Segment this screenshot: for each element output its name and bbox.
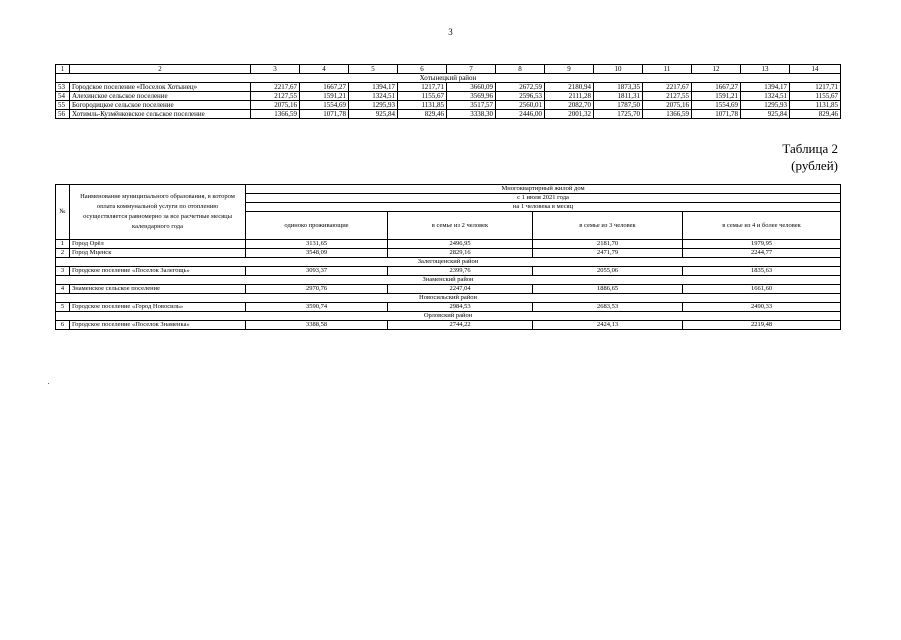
value-cell: 2001,32 (545, 110, 594, 119)
header-no: № (56, 185, 70, 240)
header-cell: 5 (349, 65, 398, 74)
value-cell: 2744,22 (388, 321, 533, 330)
row-number: 1 (56, 240, 70, 249)
value-cell: 1366,59 (643, 110, 692, 119)
value-cell: 2424,13 (533, 321, 683, 330)
region-heading: Хотынецкий район (56, 74, 841, 83)
value-cell: 2217,67 (643, 83, 692, 92)
value-cell: 1295,93 (349, 101, 398, 110)
value-cell: 1071,78 (300, 110, 349, 119)
value-cell: 1591,21 (692, 92, 741, 101)
value-cell: 1979,95 (683, 240, 841, 249)
header-cell: 14 (790, 65, 841, 74)
value-cell: 2496,95 (388, 240, 533, 249)
row-number: 54 (56, 92, 70, 101)
value-cell: 1131,85 (398, 101, 447, 110)
table-row (56, 110, 841, 119)
value-cell: 2244,77 (683, 249, 841, 258)
table-2-header-row-1 (56, 185, 841, 194)
region-heading: Орловский район (56, 312, 841, 321)
value-cell: 1217,71 (398, 83, 447, 92)
table-row (56, 83, 841, 92)
value-cell: 2180,94 (545, 83, 594, 92)
value-cell: 925,84 (349, 110, 398, 119)
region-heading: Залегощенский район (56, 258, 841, 267)
value-cell: 2111,28 (545, 92, 594, 101)
value-cell: 3388,58 (246, 321, 388, 330)
value-cell: 2399,76 (388, 267, 533, 276)
value-cell: 1155,67 (790, 92, 841, 101)
value-cell: 3338,30 (447, 110, 496, 119)
table-1-region-row (56, 74, 841, 83)
municipality-name: Городское поселение «Поселок Хотынец» (70, 83, 251, 92)
header-cell: 4 (300, 65, 349, 74)
value-cell: 2217,67 (251, 83, 300, 92)
value-cell: 1366,59 (251, 110, 300, 119)
value-cell: 1554,69 (692, 101, 741, 110)
municipality-name: Город Мценск (70, 249, 246, 258)
page-number: 3 (448, 27, 453, 37)
value-cell: 2490,33 (683, 303, 841, 312)
value-cell: 1554,69 (300, 101, 349, 110)
row-number: 55 (56, 101, 70, 110)
value-cell: 2596,53 (496, 92, 545, 101)
value-cell: 3093,37 (246, 267, 388, 276)
value-cell: 1835,63 (683, 267, 841, 276)
table-2-region-row (56, 294, 841, 303)
table-2-region-row (56, 276, 841, 285)
row-number: 4 (56, 285, 70, 294)
value-cell: 925,84 (741, 110, 790, 119)
table-row (56, 267, 841, 276)
table-row (56, 92, 841, 101)
value-cell: 829,46 (790, 110, 841, 119)
value-cell: 1787,50 (594, 101, 643, 110)
value-cell: 2984,53 (388, 303, 533, 312)
table-2-region-row (56, 258, 841, 267)
header-period: с 1 июля 2021 года (246, 194, 841, 203)
header-unit: на 1 человека в месяц (246, 203, 841, 212)
table-row (56, 285, 841, 294)
municipality-name: Городское поселение «Поселок Залегощь» (70, 267, 246, 276)
header-col-4: в семье из 4 и более человек (683, 212, 841, 240)
header-building: Многоквартирный жилой дом (246, 185, 841, 194)
table-row (56, 101, 841, 110)
value-cell: 3660,09 (447, 83, 496, 92)
value-cell: 3548,09 (246, 249, 388, 258)
header-cell: 8 (496, 65, 545, 74)
value-cell: 3590,74 (246, 303, 388, 312)
value-cell: 1667,27 (692, 83, 741, 92)
value-cell: 2446,00 (496, 110, 545, 119)
row-number: 53 (56, 83, 70, 92)
value-cell: 2082,70 (545, 101, 594, 110)
municipality-name: Городское поселение «Поселок Знаменка» (70, 321, 246, 330)
municipality-name: Город Орёл (70, 240, 246, 249)
value-cell: 3517,57 (447, 101, 496, 110)
header-cell: 6 (398, 65, 447, 74)
tariff-table-1 (55, 64, 841, 119)
value-cell: 1324,51 (741, 92, 790, 101)
header-cell: 2 (70, 65, 251, 74)
value-cell: 1131,85 (790, 101, 841, 110)
value-cell: 1155,67 (398, 92, 447, 101)
value-cell: 1667,27 (300, 83, 349, 92)
value-cell: 1394,17 (349, 83, 398, 92)
municipality-name: Хотимль-Кузмёнковское сельское поселение (70, 110, 251, 119)
value-cell: 2247,04 (388, 285, 533, 294)
value-cell: 1217,71 (790, 83, 841, 92)
municipality-name: Знаменское сельское поселение (70, 285, 246, 294)
municipality-name: Богородицкое сельское поселение (70, 101, 251, 110)
header-cell: 1 (56, 65, 70, 74)
value-cell: 2829,16 (388, 249, 533, 258)
header-col-2: в семье из 2 человек (388, 212, 533, 240)
table-row (56, 321, 841, 330)
value-cell: 2075,16 (251, 101, 300, 110)
table-row (56, 303, 841, 312)
table-2-caption (782, 140, 838, 174)
value-cell: 1591,21 (300, 92, 349, 101)
value-cell: 1661,60 (683, 285, 841, 294)
value-cell: 1811,31 (594, 92, 643, 101)
region-heading: Знаменский район (56, 276, 841, 285)
header-cell: 12 (692, 65, 741, 74)
value-cell: 2471,79 (533, 249, 683, 258)
row-number: 3 (56, 267, 70, 276)
value-cell: 1394,17 (741, 83, 790, 92)
value-cell: 2181,70 (533, 240, 683, 249)
table-row (56, 240, 841, 249)
row-number: 56 (56, 110, 70, 119)
value-cell: 1324,51 (349, 92, 398, 101)
table-2-region-row (56, 312, 841, 321)
value-cell: 829,46 (398, 110, 447, 119)
header-cell: 7 (447, 65, 496, 74)
tariff-table-2 (55, 184, 841, 330)
row-number: 2 (56, 249, 70, 258)
table-2-caption-title: Таблица 2 (782, 141, 838, 156)
header-cell: 13 (741, 65, 790, 74)
row-number: 5 (56, 303, 70, 312)
value-cell: 2075,16 (643, 101, 692, 110)
region-heading: Новосильский район (56, 294, 841, 303)
municipality-name: Алехинское сельское поселение (70, 92, 251, 101)
value-cell: 2055,06 (533, 267, 683, 276)
header-cell: 10 (594, 65, 643, 74)
value-cell: 3569,96 (447, 92, 496, 101)
table-1-header-row (56, 65, 841, 74)
value-cell: 2127,55 (251, 92, 300, 101)
table-row (56, 249, 841, 258)
value-cell: 1725,70 (594, 110, 643, 119)
value-cell: 3131,65 (246, 240, 388, 249)
value-cell: 1295,93 (741, 101, 790, 110)
value-cell: 1873,35 (594, 83, 643, 92)
header-col-1: одиноко проживающие (246, 212, 388, 240)
table-2-caption-unit: (рублей) (791, 158, 838, 173)
header-cell: 9 (545, 65, 594, 74)
scan-speck (48, 383, 49, 384)
header-cell: 11 (643, 65, 692, 74)
header-cell: 3 (251, 65, 300, 74)
value-cell: 2219,48 (683, 321, 841, 330)
row-number: 6 (56, 321, 70, 330)
value-cell: 1886,65 (533, 285, 683, 294)
header-col-3: в семье из 3 человек (533, 212, 683, 240)
header-name: Наименование муниципального образования, в котором оплата коммунальной услуги по отоплению осуществляется равномерно за все расчетные месяцы календарного года (70, 185, 246, 240)
value-cell: 1071,78 (692, 110, 741, 119)
value-cell: 2672,59 (496, 83, 545, 92)
municipality-name: Городское поселение «Город Новосиль» (70, 303, 246, 312)
value-cell: 2683,53 (533, 303, 683, 312)
value-cell: 2560,01 (496, 101, 545, 110)
value-cell: 2970,76 (246, 285, 388, 294)
value-cell: 2127,55 (643, 92, 692, 101)
